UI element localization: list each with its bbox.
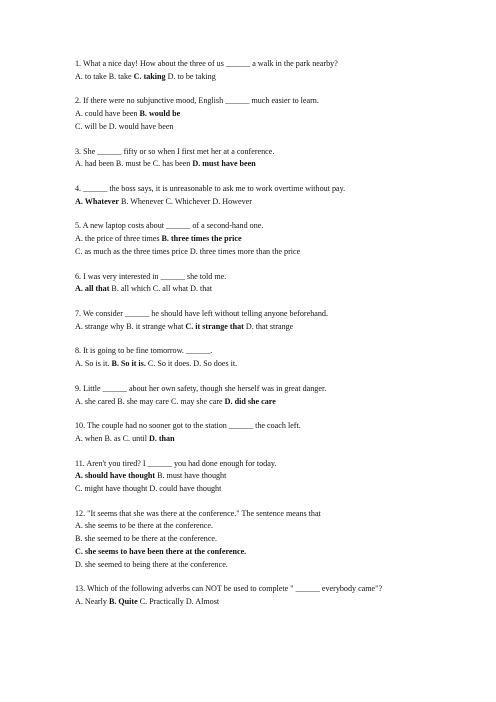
text-segment: D. that strange: [243, 321, 294, 331]
text-segment: 9. Little ______ about her own safety, though she herself was in great danger.: [75, 383, 327, 393]
question-stem: [75, 220, 475, 233]
text-segment: D. she seemed to being there at the conference.: [75, 559, 228, 569]
question-1: [75, 58, 475, 84]
text-segment: 3. She ______ fifty or so when I first met her at a conference.: [75, 146, 275, 156]
answer-options-line: [75, 358, 475, 371]
correct-answer: B. So it is.: [111, 359, 146, 369]
text-segment: A. she cared B. she may care C. may she care: [75, 396, 225, 406]
answer-options-line: [75, 483, 475, 496]
question-stem: [75, 58, 475, 71]
text-segment: B. Whenever C. Whichever D. However: [118, 196, 252, 206]
text-segment: C. Practically D. Almost: [137, 597, 220, 607]
question-7: [75, 308, 475, 334]
question-stem: [75, 183, 475, 196]
correct-answer: A. all that: [75, 284, 110, 294]
correct-answer: B. three times the price: [161, 234, 242, 244]
question-9: [75, 383, 475, 409]
answer-options-line: [75, 246, 475, 259]
text-segment: 4. ______ the boss says, it is unreasonable to ask me to work overtime without pay.: [75, 183, 346, 193]
text-segment: C. So it does. D. So does it.: [145, 359, 238, 369]
text-segment: 1. What a nice day! How about the three of us ______ a walk in the park nearby?: [75, 59, 338, 68]
question-stem: [75, 458, 475, 471]
text-segment: A. when B. as C. until: [75, 433, 149, 443]
text-segment: 5. A new laptop costs about ______ of a second-hand one.: [75, 221, 264, 231]
text-segment: D. to be taking: [165, 71, 216, 81]
question-stem: [75, 583, 475, 596]
answer-options-line: [75, 283, 475, 296]
text-segment: B. must have thought: [155, 471, 227, 481]
question-12: [75, 508, 475, 572]
answer-options-line: [75, 158, 475, 171]
correct-answer: D. did she care: [224, 396, 276, 406]
text-segment: A. So is it.: [75, 359, 112, 369]
question-list: [75, 58, 475, 621]
text-segment: A. strange why B. it strange what: [75, 321, 186, 331]
text-segment: A. had been B. must be C. has been: [75, 159, 193, 169]
text-segment: 12. "It seems that she was there at the conference." The sentence means that: [75, 508, 321, 518]
answer-options-line: [75, 596, 475, 609]
answer-options-line: [75, 546, 475, 559]
question-6: [75, 271, 475, 297]
question-10: [75, 420, 475, 446]
correct-answer: A. Whatever: [75, 196, 119, 206]
question-3: [75, 146, 475, 172]
question-stem: [75, 345, 475, 358]
text-segment: 2. If there were no subjunctive mood, English ______ much easier to learn.: [75, 96, 319, 106]
question-stem: [75, 308, 475, 321]
correct-answer: B. would be: [139, 109, 181, 119]
text-segment: 7. We consider ______ he should have left without telling anyone beforehand.: [75, 308, 328, 318]
question-stem: [75, 508, 475, 521]
question-5: [75, 220, 475, 258]
text-segment: A. to take B. take: [75, 71, 134, 81]
correct-answer: C. taking: [133, 71, 166, 81]
question-stem: [75, 420, 475, 433]
text-segment: 11. Aren't you tired? I ______ you had done enough for today.: [75, 458, 277, 468]
question-stem: [75, 146, 475, 159]
text-segment: A. she seems to be there at the conference.: [75, 521, 213, 531]
answer-options-line: [75, 321, 475, 334]
question-13: [75, 583, 475, 609]
correct-answer: B. Quite: [108, 597, 138, 607]
answer-options-line: [75, 559, 475, 572]
question-2: [75, 95, 475, 133]
text-segment: 10. The couple had no sooner got to the station ______ the coach left.: [75, 421, 301, 431]
text-segment: A. could have been: [75, 109, 140, 119]
question-11: [75, 458, 475, 496]
text-segment: 13. Which of the following adverbs can NOT be used to complete " ______ everybody came"?: [75, 584, 383, 594]
answer-options-line: [75, 233, 475, 246]
answer-options-line: [75, 108, 475, 121]
answer-options-line: [75, 470, 475, 483]
text-segment: C. will be D. would have been: [75, 121, 174, 131]
question-4: [75, 183, 475, 209]
text-segment: C. as much as the three times price D. three times more than the price: [75, 246, 301, 256]
question-stem: [75, 95, 475, 108]
answer-options-line: [75, 71, 475, 84]
correct-answer: C. she seems to have been there at the conference.: [75, 547, 247, 557]
answer-options-line: [75, 520, 475, 533]
answer-options-line: [75, 196, 475, 209]
question-stem: [75, 383, 475, 396]
text-segment: C. might have thought D. could have thought: [75, 484, 222, 494]
answer-options-line: [75, 533, 475, 546]
text-segment: B. she seemed to be there at the conference.: [75, 534, 218, 544]
correct-answer: A. should have thought: [75, 471, 156, 481]
answer-options-line: [75, 433, 475, 446]
correct-answer: D. than: [148, 433, 175, 443]
answer-options-line: [75, 396, 475, 409]
correct-answer: C. it strange that: [185, 321, 244, 331]
text-segment: A. Nearly: [75, 597, 109, 607]
text-segment: B. all which C. all what D. that: [109, 284, 213, 294]
text-segment: 6. I was very interested in ______ she told me.: [75, 271, 227, 281]
correct-answer: D. must have been: [192, 159, 256, 169]
text-segment: A. the price of three times: [75, 234, 162, 244]
question-8: [75, 345, 475, 371]
text-segment: 8. It is going to be fine tomorrow. ______.: [75, 346, 213, 356]
answer-options-line: [75, 121, 475, 134]
question-stem: [75, 271, 475, 284]
